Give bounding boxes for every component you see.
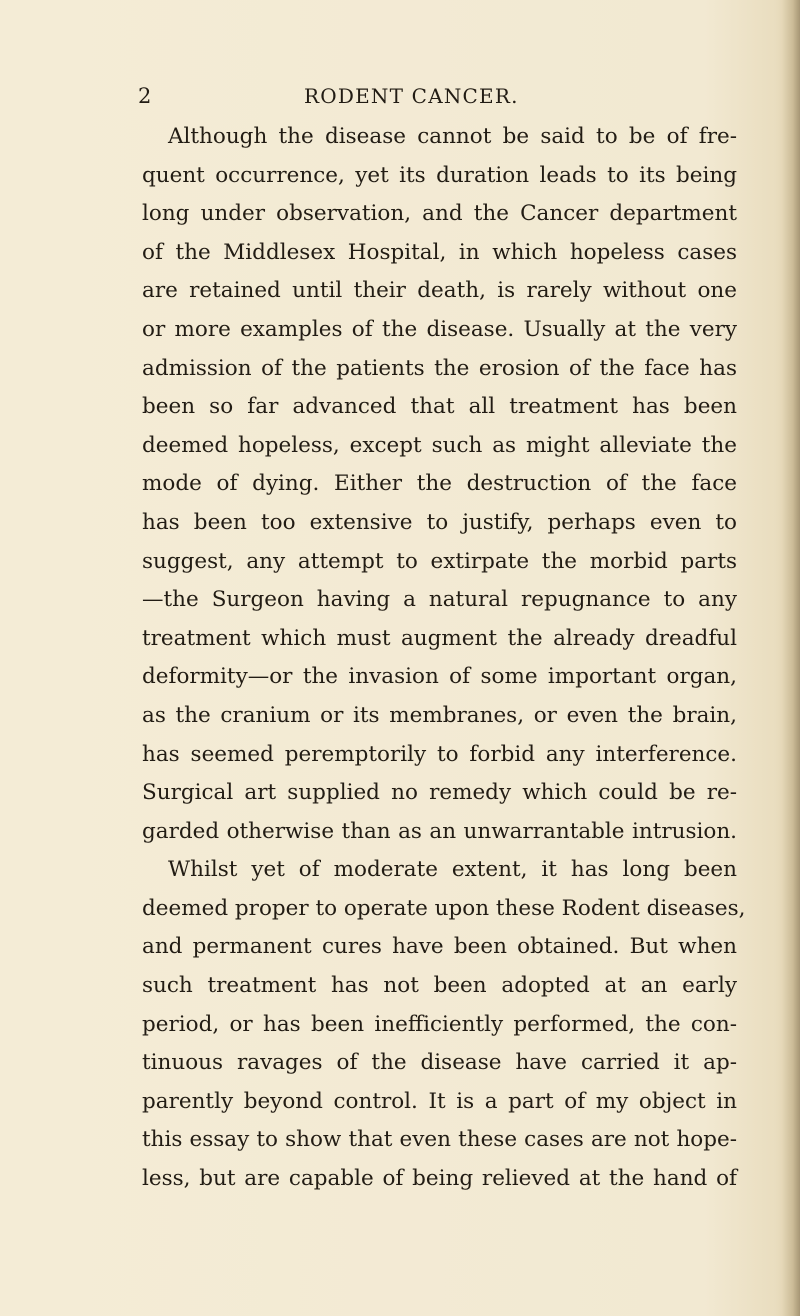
- text-line: mode of dying. Either the destruction of the face: [142, 471, 737, 497]
- text-line: Whilst yet of moderate extent, it has long been: [168, 857, 737, 883]
- text-line: deemed proper to operate upon these Rodent diseases,: [142, 895, 746, 921]
- page-number: 2: [138, 84, 152, 108]
- text-line: suggest, any attempt to extirpate the morbid parts: [142, 548, 737, 574]
- text-line: as the cranium or its membranes, or even the brain,: [142, 702, 737, 728]
- text-line: less, but are capable of being relieved at the hand of: [142, 1166, 737, 1192]
- text-line: are retained until their death, is rarely without one: [142, 278, 737, 304]
- text-line: been so far advanced that all treatment has been: [142, 394, 737, 420]
- text-line: tinuous ravages of the disease have carried it ap-: [142, 1050, 737, 1076]
- text-line: garded otherwise than as an unwarrantable intrusion.: [142, 818, 737, 844]
- text-line: parently beyond control. It is a part of my object in: [142, 1088, 737, 1114]
- text-line: deemed hopeless, except such as might alleviate the: [142, 432, 737, 458]
- running-title: RODENT CANCER.: [304, 84, 519, 108]
- text-line: has been too extensive to justify, perhaps even to: [142, 509, 737, 535]
- text-line: such treatment has not been adopted at an early: [142, 973, 737, 999]
- body-text: [142, 118, 746, 1199]
- text-line: Surgical art supplied no remedy which could be re-: [142, 780, 737, 806]
- text-line: —the Surgeon having a natural repugnance to any: [142, 587, 737, 613]
- text-line: period, or has been inefficiently performed, the con-: [142, 1011, 737, 1037]
- page-header: [0, 84, 800, 116]
- text-line: treatment which must augment the already dreadful: [142, 625, 737, 651]
- text-line: has seemed peremptorily to forbid any interference.: [142, 741, 737, 767]
- text-line: of the Middlesex Hospital, in which hopeless cases: [142, 239, 737, 265]
- text-line: admission of the patients the erosion of the face has: [142, 355, 737, 381]
- text-line: long under observation, and the Cancer department: [142, 201, 737, 227]
- text-line: quent occurrence, yet its duration leads to its being: [142, 162, 737, 188]
- page-edge-shadow: [782, 0, 800, 1316]
- text-line: and permanent cures have been obtained. But when: [142, 934, 737, 960]
- text-line: Although the disease cannot be said to be of fre-: [168, 124, 737, 149]
- text-line: or more examples of the disease. Usually at the very: [142, 316, 737, 342]
- text-line: deformity—or the invasion of some important organ,: [142, 664, 737, 690]
- text-line: this essay to show that even these cases are not hope-: [142, 1127, 737, 1153]
